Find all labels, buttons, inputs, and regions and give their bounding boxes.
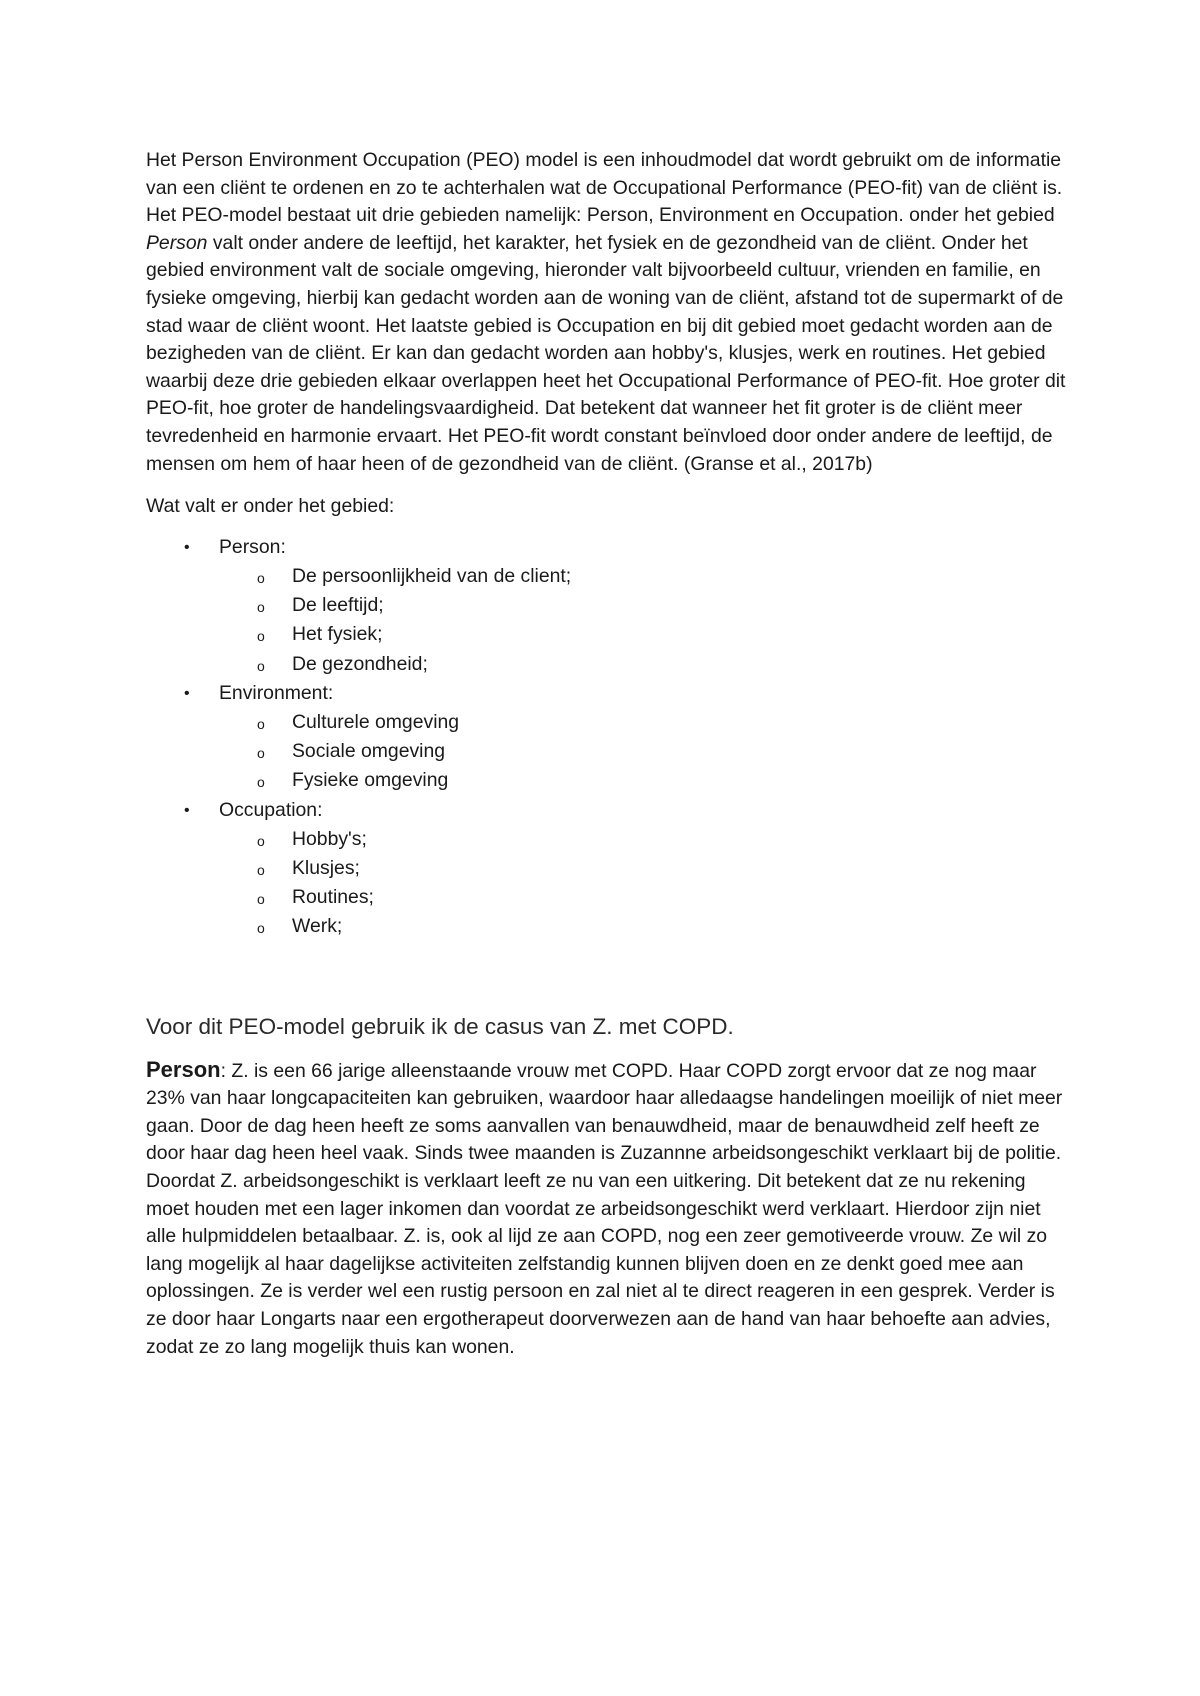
area-environment <box>146 679 1066 796</box>
list-item-text: Routines; <box>292 886 374 909</box>
intro-italic-person: Person <box>146 231 208 254</box>
list-item <box>219 650 1066 679</box>
list-item <box>219 825 1066 854</box>
sub-bullet-icon: o <box>257 861 265 878</box>
sub-bullet-icon: o <box>257 628 265 645</box>
intro-text-start: Het Person Environment Occupation (PEO) model is een inhoudmodel dat wordt gebruikt om de informatie van een cliënt te ordenen en zo te achterhalen wat de Occupational Performance (PEO-fit) van de cliënt is. Het PEO-model bestaat uit drie gebieden namelijk: Person, Environment en Occupation. onder het gebied <box>146 149 1063 227</box>
intro-paragraph <box>146 147 1066 478</box>
sub-bullet-icon: o <box>257 599 265 616</box>
sub-bullet-icon: o <box>257 891 265 908</box>
area-person <box>146 533 1066 679</box>
sub-bullet-icon: o <box>257 569 265 586</box>
list-item-text: Klusjes; <box>292 856 360 879</box>
sub-bullet-icon: o <box>257 832 265 849</box>
list-item <box>219 854 1066 883</box>
bullet-icon: • <box>184 538 190 556</box>
list-item-text: Werk; <box>292 915 343 938</box>
area-items <box>219 825 1066 942</box>
area-items <box>219 708 1066 796</box>
areas-list <box>146 533 1066 942</box>
sub-bullet-icon: o <box>257 920 265 937</box>
list-item <box>219 912 1066 941</box>
person-paragraph <box>146 1056 1066 1362</box>
list-item <box>219 883 1066 912</box>
sub-bullet-icon: o <box>257 657 265 674</box>
case-heading: Voor dit PEO-model gebruik ik de casus van Z. met COPD. <box>146 1013 734 1039</box>
list-item-text: De gezondheid; <box>292 652 428 675</box>
list-item <box>219 591 1066 620</box>
sub-bullet-icon: o <box>257 774 265 791</box>
areas-question: Wat valt er onder het gebied: <box>146 495 395 518</box>
person-text: : Z. is een 66 jarige alleenstaande vrouw met COPD. Haar COPD zorgt ervoor dat ze nog maar 23% van haar longcapaciteiten kan gebruiken, waardoor haar alledaagse handelingen moeilijk of niet meer gaan. Door de dag heen heeft ze soms aanvallen van benauwdheid, maar de benauwdheid zelf heeft ze door haar dag heen heel vaak. Sinds twee maanden is Zuzannne arbeidsongeschikt verklaart bij de politie. Doordat Z. arbeidsongeschikt is verklaart leeft ze nu van een uitkering. Dit betekent dat ze nu rekening moet houden met een lager inkomen dan voordat ze arbeidsongeschikt werd verklaart. Hierdoor zijn niet alle hulpmiddelen betaalbaar. Z. is, ook al lijd ze aan COPD, nog een zeer gemotiveerde vrouw. Ze wil zo lang mogelijk al haar dagelijkse activiteiten zelfstandig kunnen blijven doen en ze denkt goed mee aan oplossingen. Ze is verder wel een rustig persoon en zal niet al te direct reageren in een gesprek. Verder is ze door haar Longarts naar een ergotherapeut doorverwezen aan de hand van haar behoefte aan advies, zodat ze zo lang mogelijk thuis kan wonen. <box>146 1059 1063 1358</box>
area-occupation <box>146 796 1066 942</box>
area-label: Person: <box>219 535 286 558</box>
intro-text-end: valt onder andere de leeftijd, het karakter, het fysiek en de gezondheid van de cliënt. Onder het gebied environment valt de sociale omgeving, hieronder valt bijvoorbeeld cultuur, vrienden en familie, en fysieke omgeving, hierbij kan gedacht worden aan de woning van de cliënt, afstand tot de supermarkt of de stad waar de cliënt woont. Het laatste gebied is Occupation en bij dit gebied moet gedacht worden aan de bezigheden van de cliënt. Er kan dan gedacht worden aan hobby's, klusjes, werk en routines. Het gebied waarbij deze drie gebieden elkaar overlappen heet het Occupational Performance of PEO-fit. Hoe groter dit PEO-fit, hoe groter de handelingsvaardigheid. Dat betekent dat wanneer het fit groter is de cliënt meer tevredenheid en harmonie ervaart. Het PEO-fit wordt constant beïnvloed door onder andere de leeftijd, de mensen om hem of haar heen of de gezondheid van de cliënt. (Granse et al., 2017b) <box>146 231 1066 475</box>
person-label: Person <box>146 1056 221 1082</box>
list-item-text: Sociale omgeving <box>292 740 446 763</box>
list-item-text: Fysieke omgeving <box>292 769 449 792</box>
list-item <box>219 737 1066 766</box>
list-item-text: Culturele omgeving <box>292 710 460 733</box>
list-item-text: De persoonlijkheid van de client; <box>292 564 572 587</box>
list-item <box>219 620 1066 649</box>
sub-bullet-icon: o <box>257 745 265 762</box>
area-label: Occupation: <box>219 798 323 821</box>
list-item-text: Het fysiek; <box>292 623 383 646</box>
list-item <box>219 766 1066 795</box>
sub-bullet-icon: o <box>257 715 265 732</box>
list-item <box>219 562 1066 591</box>
area-label: Environment: <box>219 681 334 704</box>
bullet-icon: • <box>184 801 190 819</box>
area-items <box>219 562 1066 679</box>
list-item-text: De leeftijd; <box>292 594 384 617</box>
bullet-icon: • <box>184 684 190 702</box>
list-item <box>219 708 1066 737</box>
list-item-text: Hobby's; <box>292 827 367 850</box>
document-content <box>146 147 1066 1361</box>
